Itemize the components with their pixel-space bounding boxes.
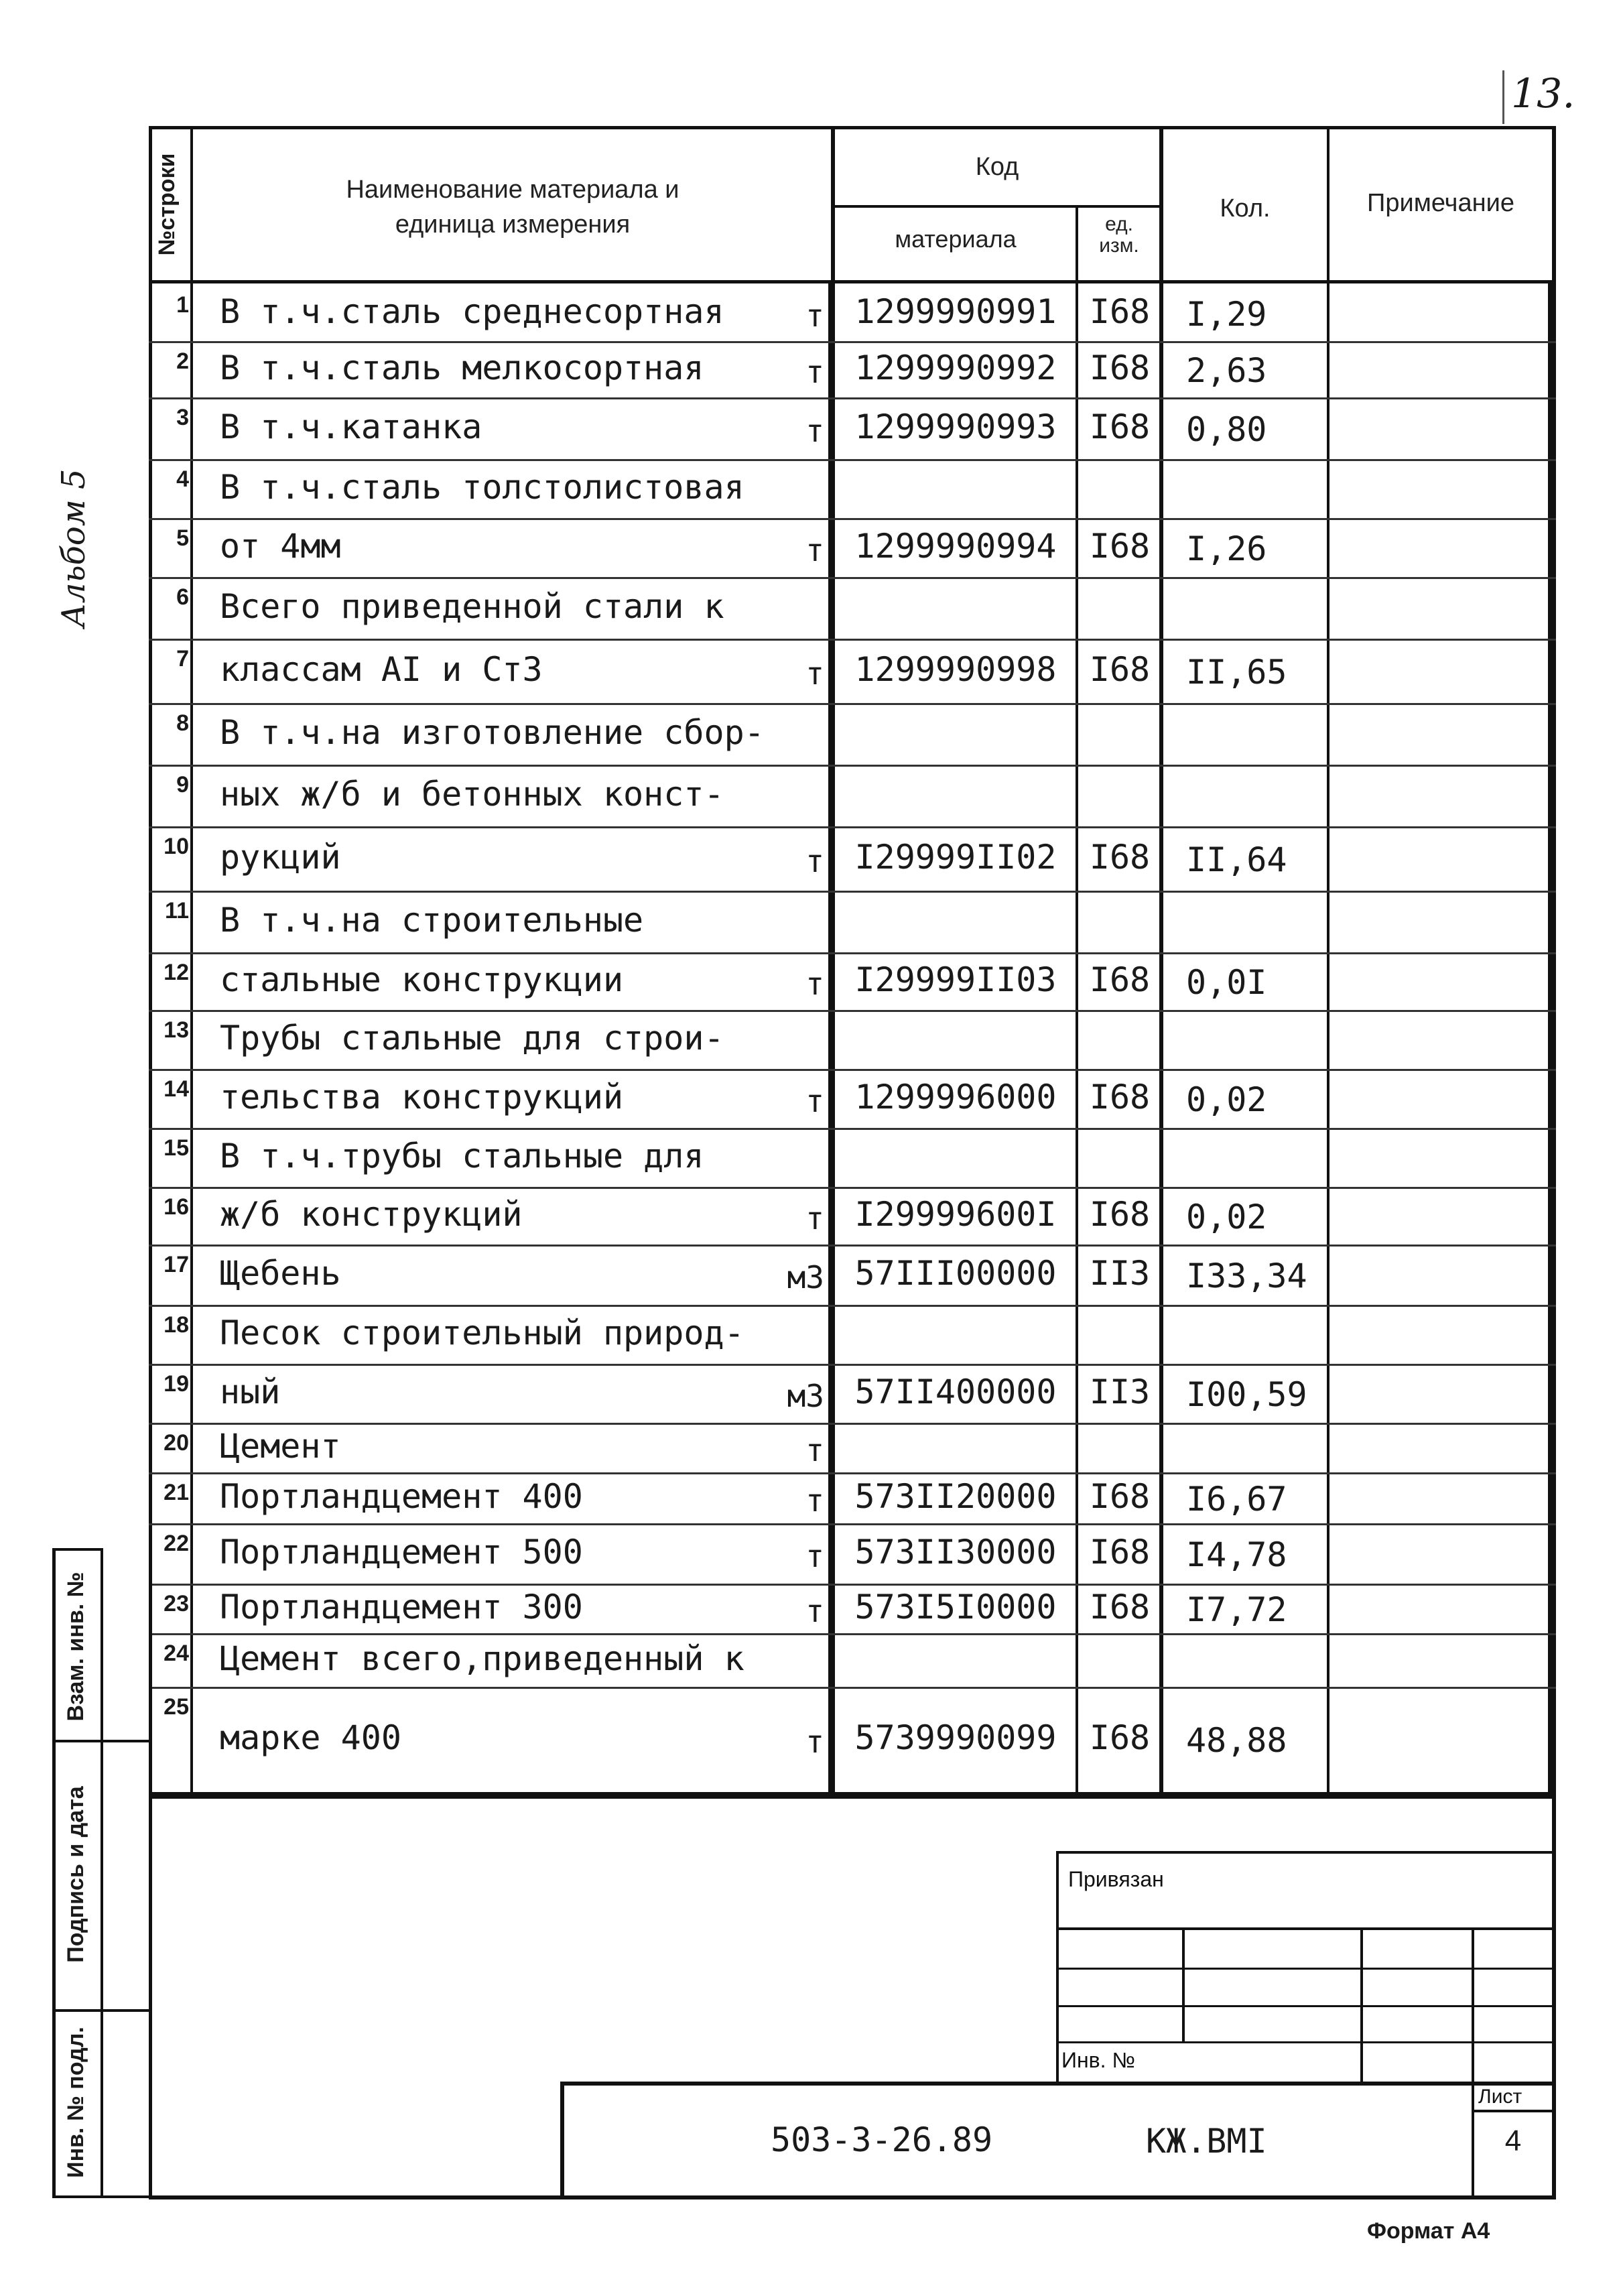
row-number: 17: [164, 1252, 189, 1277]
quantity: I7,72: [1186, 1590, 1287, 1629]
row-divider: [149, 826, 1556, 828]
material-code: I29999II03: [854, 960, 1057, 999]
material-name: Цемент всего,приведенный к: [220, 1639, 744, 1678]
header-row-no: №строки: [154, 153, 180, 256]
quantity: 2,63: [1186, 351, 1267, 390]
quantity: I,29: [1186, 295, 1267, 334]
unit: т: [805, 1724, 824, 1760]
row-divider: [149, 1245, 1556, 1247]
unit: т: [805, 1482, 824, 1519]
row-divider: [149, 397, 1556, 399]
header-unit-line1: ед.: [1105, 213, 1133, 235]
album-label: Альбом 5: [55, 468, 92, 628]
quantity: II,64: [1186, 840, 1287, 879]
row-number: 2: [176, 348, 189, 374]
row-divider: [149, 1687, 1556, 1689]
page-number: 13.: [1511, 70, 1575, 117]
unit-code: II3: [1089, 1254, 1151, 1293]
row-divider: [149, 518, 1556, 520]
unit-code: I68: [1089, 1477, 1151, 1516]
unit-code: I68: [1089, 1195, 1151, 1234]
row-divider: [149, 341, 1556, 343]
material-name: стальные конструкции: [220, 960, 624, 999]
row-number: 6: [176, 584, 189, 610]
material-code: 1299990993: [854, 407, 1057, 446]
unit: м3: [787, 1259, 824, 1295]
material-code: 5739990099: [854, 1718, 1057, 1757]
row-divider: [149, 1523, 1556, 1525]
unit: т: [805, 1538, 824, 1574]
material-name: В т.ч.сталь среднесортная: [220, 292, 724, 331]
row-divider: [149, 1423, 1556, 1425]
header-name-line1: Наименование материала и: [346, 176, 679, 204]
unit: т: [805, 532, 824, 568]
quantity: I33,34: [1186, 1257, 1307, 1295]
side-sign-date: Подпись и дата: [63, 1786, 88, 1963]
row-divider: [149, 577, 1556, 579]
header-code: Код: [975, 153, 1019, 181]
unit-code: I68: [1089, 650, 1151, 689]
material-code: 1299990992: [854, 348, 1057, 387]
material-name: ж/б конструкций: [220, 1195, 523, 1234]
unit: т: [805, 1083, 824, 1119]
unit-code: I68: [1089, 407, 1151, 446]
header-unit-line2: изм.: [1099, 235, 1139, 257]
row-divider: [149, 639, 1556, 641]
inv-no-label: Инв. №: [1061, 2048, 1135, 2072]
material-code: 573II20000: [854, 1477, 1057, 1516]
row-number: 11: [165, 898, 189, 923]
material-code: 573I5I0000: [854, 1588, 1057, 1627]
material-code: I29999600I: [854, 1195, 1057, 1234]
quantity: I4,78: [1186, 1535, 1287, 1574]
material-code: 1299990991: [854, 292, 1057, 331]
unit: т: [805, 298, 824, 334]
material-name: рукций: [220, 838, 341, 877]
row-number: 24: [164, 1641, 189, 1666]
side-replace-inv: Взам. инв. №: [63, 1572, 88, 1722]
unit-code: I68: [1089, 960, 1151, 999]
document-mark: КЖ.ВМI: [1146, 2122, 1267, 2161]
row-divider: [149, 952, 1556, 954]
unit: т: [805, 655, 824, 692]
row-number: 8: [176, 710, 189, 736]
material-name: Всего приведенной стали к: [220, 587, 724, 626]
row-divider: [149, 459, 1556, 461]
row-divider: [149, 1128, 1556, 1130]
row-number: 22: [164, 1531, 189, 1556]
material-name: Щебень: [220, 1254, 341, 1293]
row-number: 21: [164, 1480, 189, 1505]
row-number: 19: [164, 1371, 189, 1397]
material-name: марке 400: [220, 1718, 401, 1757]
material-name: ный: [220, 1373, 281, 1411]
header-name-line2: единица измерения: [395, 210, 631, 239]
material-name: ных ж/б и бетонных конст-: [220, 775, 724, 814]
material-code: I29999II02: [854, 838, 1057, 877]
unit-code: II3: [1089, 1373, 1151, 1411]
format-label: Формат А4: [1367, 2218, 1490, 2244]
row-divider: [149, 1584, 1556, 1586]
row-divider: [149, 1472, 1556, 1474]
row-divider: [149, 1364, 1556, 1366]
unit: т: [805, 1432, 824, 1468]
document-code: 503-3-26.89: [771, 2120, 993, 2159]
material-name: В т.ч.на изготовление сбор-: [220, 713, 765, 752]
row-divider: [149, 1633, 1556, 1635]
material-code: 57II400000: [854, 1373, 1057, 1411]
material-code: 1299990998: [854, 650, 1057, 689]
row-number: 7: [176, 646, 189, 672]
row-number: 5: [176, 525, 189, 551]
row-number: 16: [164, 1194, 189, 1220]
row-number: 9: [176, 772, 189, 798]
quantity: I,26: [1186, 529, 1267, 568]
row-divider: [149, 1187, 1556, 1189]
row-number: 15: [164, 1135, 189, 1161]
header-material: материала: [895, 225, 1017, 253]
bound-label: Привязан: [1068, 1867, 1164, 1891]
page-number-tick: [1502, 70, 1504, 124]
unit-code: I68: [1089, 527, 1151, 566]
material-name: В т.ч.на строительные: [220, 901, 644, 940]
quantity: 0,02: [1186, 1080, 1267, 1119]
row-number: 20: [164, 1430, 189, 1456]
row-divider: [149, 1069, 1556, 1071]
row-divider: [149, 1305, 1556, 1307]
material-name: классам АI и Ст3: [220, 650, 543, 689]
row-number: 14: [164, 1076, 189, 1102]
material-code: 57III00000: [854, 1254, 1057, 1293]
unit: т: [805, 1200, 824, 1236]
sheet-number: 4: [1504, 2124, 1522, 2157]
material-name: В т.ч.катанка: [220, 407, 482, 446]
row-number: 4: [176, 466, 189, 492]
unit: т: [805, 1593, 824, 1629]
row-divider: [149, 765, 1556, 767]
quantity: 48,88: [1186, 1721, 1287, 1760]
unit-code: I68: [1089, 348, 1151, 387]
row-number: 1: [176, 292, 189, 318]
unit-code: I68: [1089, 292, 1151, 331]
row-divider: [149, 703, 1556, 705]
material-name: Портландцемент 400: [220, 1477, 583, 1516]
unit-code: I68: [1089, 838, 1151, 877]
row-divider: [149, 1010, 1556, 1012]
material-name: В т.ч.сталь мелкосортная: [220, 348, 704, 387]
unit: м3: [787, 1378, 824, 1414]
row-number: 10: [164, 834, 189, 859]
row-number: 25: [164, 1694, 189, 1720]
material-code: 573II30000: [854, 1533, 1057, 1572]
material-name: Трубы стальные для строи-: [220, 1019, 724, 1058]
quantity: II,65: [1186, 653, 1287, 692]
unit-code: I68: [1089, 1588, 1151, 1627]
unit: т: [805, 354, 824, 390]
material-name: тельства конструкций: [220, 1078, 624, 1117]
material-code: 1299996000: [854, 1078, 1057, 1117]
unit-code: I68: [1089, 1078, 1151, 1117]
material-name: Цемент: [220, 1427, 341, 1466]
quantity: 0,80: [1186, 410, 1267, 449]
material-name: Песок строительный природ-: [220, 1314, 744, 1352]
header-note: Примечание: [1367, 189, 1514, 217]
unit: т: [805, 413, 824, 449]
material-name: от 4мм: [220, 527, 341, 566]
material-name: В т.ч.трубы стальные для: [220, 1137, 704, 1175]
material-code: 1299990994: [854, 527, 1057, 566]
material-name: Портландцемент 300: [220, 1588, 583, 1627]
material-name: Портландцемент 500: [220, 1533, 583, 1572]
row-divider: [149, 891, 1556, 893]
row-number: 13: [164, 1017, 189, 1043]
material-name: В т.ч.сталь толстолистовая: [220, 468, 744, 507]
row-number: 3: [176, 405, 189, 430]
quantity: 0,0I: [1186, 963, 1267, 1002]
row-number: 12: [164, 960, 189, 985]
quantity: I00,59: [1186, 1375, 1307, 1414]
header-qty: Кол.: [1220, 194, 1271, 222]
quantity: 0,02: [1186, 1198, 1267, 1236]
side-inv-no-orig: Инв. № подл.: [63, 2027, 88, 2178]
row-number: 18: [164, 1312, 189, 1338]
unit: т: [805, 843, 824, 879]
unit-code: I68: [1089, 1533, 1151, 1572]
unit-code: I68: [1089, 1718, 1151, 1757]
row-number: 23: [164, 1591, 189, 1616]
unit: т: [805, 966, 824, 1002]
quantity: I6,67: [1186, 1480, 1287, 1519]
sheet-label: Лист: [1478, 2086, 1522, 2108]
